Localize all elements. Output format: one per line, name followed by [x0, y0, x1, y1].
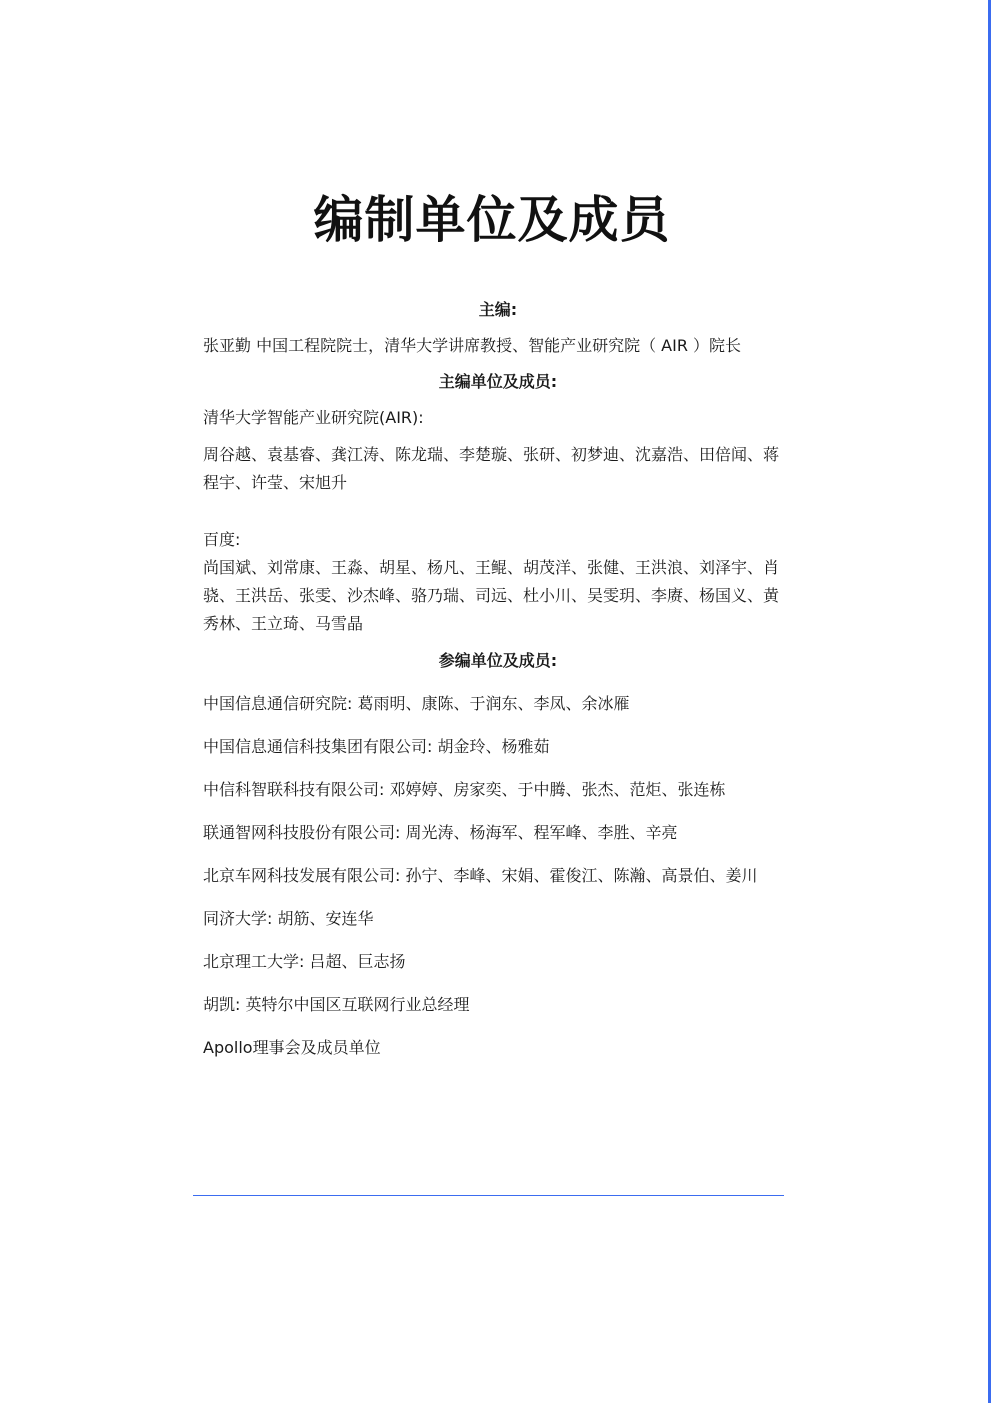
list-item: 胡凯: 英特尔中国区互联网行业总经理	[203, 995, 470, 1014]
baidu-members: 尚国斌、刘常康、王淼、胡星、杨凡、王鲲、胡茂洋、张健、王洪浪、刘泽宇、肖骁、王洪岳、张雯、沙杰峰、骆乃瑞、司远、杜小川、吴雯玥、李赓、杨国义、黄秀林、王立琦、马雪晶	[203, 558, 780, 633]
chief-editor-text: 张亚勤 中国工程院院士，清华大学讲席教授、智能产业研究院（ AIR ）院长	[203, 336, 742, 355]
list-item: 联通智网科技股份有限公司: 周光涛、杨海军、程军峰、李胜、辛亮	[203, 823, 678, 842]
list-item: 中国信息通信研究院: 葛雨明、康陈、于润东、李凤、余冰雁	[203, 694, 630, 713]
list-item: 同济大学: 胡筋、安连华	[203, 909, 374, 928]
chief-editor-heading: 主编:	[478, 300, 518, 319]
baidu-label: 百度:	[203, 530, 241, 549]
list-item: 中国信息通信科技集团有限公司: 胡金玲、杨雅茹	[203, 737, 550, 756]
page-edge-accent-line	[988, 0, 991, 1403]
list-item: Apollo理事会及成员单位	[203, 1038, 381, 1057]
list-item: 北京理工大学: 吕超、巨志扬	[203, 952, 406, 971]
page-title: 编制单位及成员	[313, 191, 671, 249]
contributors-section	[203, 296, 793, 1077]
list-item: 中信科智联科技有限公司: 邓婷婷、房家奕、于中腾、张杰、范炬、张连栋	[203, 780, 726, 799]
tsinghua-air-label: 清华大学智能产业研究院(AIR):	[203, 408, 424, 427]
participating-units-heading: 参编单位及成员:	[438, 651, 558, 670]
participating-units-list	[203, 690, 793, 1062]
main-units-heading: 主编单位及成员:	[438, 372, 558, 391]
tsinghua-air-members: 周谷越、袁基睿、龚江涛、陈龙瑞、李楚璇、张研、初梦迪、沈嘉浩、田倍闻、蒋程宇、许莹、宋旭升	[203, 445, 780, 492]
footer-divider	[193, 1195, 784, 1196]
list-item: 北京车网科技发展有限公司: 孙宁、李峰、宋娟、霍俊江、陈瀚、高景伯、姜川	[203, 866, 758, 885]
